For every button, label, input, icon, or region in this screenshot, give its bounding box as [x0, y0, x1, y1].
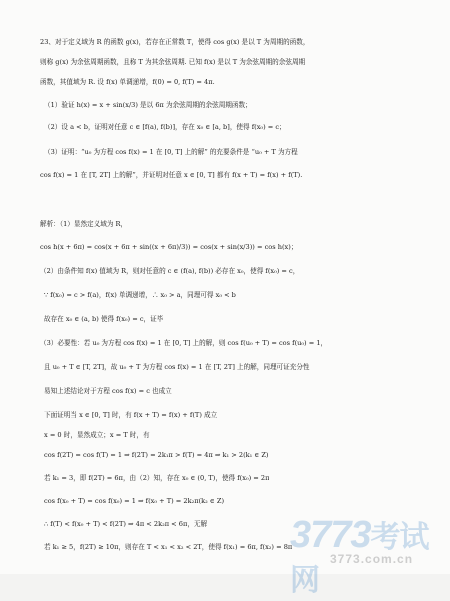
solution-part-2-line-3: 故存在 x₀ ∈ (a, b) 使得 f(x₀) = c，证毕	[44, 315, 164, 323]
solution-part-3-line-4: 下面证明当 x ∈ [0, T] 时，有 f(x + T) = f(x) + f(T) 成立	[44, 411, 218, 419]
watermark-url: 3773.com.cn	[330, 552, 414, 566]
part-1-statement: （1）验证 h(x) = x + sin(x/3) 是以 6π 为余弦周期的余弦周期函数；	[44, 101, 252, 109]
solution-part-3-line-7: 若 k₁ = 3，即 f(2T) = 6π，由（2）知，存在 x₀ ∈ (0, T)，使得 f(x₀) = 2π	[44, 474, 270, 482]
watermark-text: 考试网	[290, 521, 429, 597]
solution-heading: 解析：（1）显然定义域为 R，	[40, 220, 128, 228]
solution-part-2-line-1: （2）由条件知 f(x) 值域为 R，则对任意的 c ∈ (f(a), f(b)) 必存在 x₀，使得 f(x₀) = c，	[40, 267, 300, 275]
part-3-statement-line-2: cos f(x) = 1 在 [T, 2T] 上的解”，并证明对任意 x ∈ [0, T] 都有 f(x + T) = f(x) + f(T).	[40, 171, 303, 179]
watermark-logo	[290, 515, 440, 601]
solution-part-2-line-2: ∵ f(x₀) = c > f(a)，f(x) 单调递增，∴ x₀ > a，同理可得 x₀ < b	[44, 291, 236, 299]
problem-line-3: 函数，其值域为 R. 设 f(x) 单调递增，f(0) = 0, f(T) = 4π.	[40, 78, 215, 86]
solution-part-3-line-9: ∴ f(T) < f(x₀ + T) < f(2T) ⇒ 4π < 2k₂π < 6π，无解	[44, 520, 208, 528]
solution-part-3-line-1: （3）必要性：若 u₀ 为方程 cos f(x) = 1 在 [0, T] 上的解，则 cos f(u₀ + T) = cos f(u₀) = 1，	[40, 339, 328, 347]
problem-line-1: 23、对于定义域为 R 的函数 g(x)，若存在正常数 T，使得 cos g(x) 是以 T 为周期的函数，	[40, 38, 310, 46]
solution-part-3-line-3: 易知上述结论对于方程 cos f(x) = c 也成立	[44, 387, 172, 395]
watermark-number: 3773	[290, 514, 371, 556]
solution-part-3-line-8: cos f(x₀ + T) = cos f(x₀) = 1 ⇒ f(x₀ + T) = 2k₂π(k₂ ∈ Z)	[44, 497, 225, 505]
solution-part-3-line-10: 若 k₁ ≥ 5，f(2T) ≥ 10π，则存在 T < x₁ < x₂ < 2T，使得 f(x₁) = 6π, f(x₂) = 8π	[44, 543, 293, 551]
site-watermark	[290, 514, 440, 597]
solution-part-3-line-6: cos f(2T) = cos f(T) = 1 ⇒ f(2T) = 2k₁π > f(T) = 4π ⇒ k₁ > 2(k₁ ∈ Z)	[44, 451, 269, 459]
part-2-statement: （2）设 a < b，证明对任意 c ∈ [f(a), f(b)]，存在 x₀ ∈ [a, b]，使得 f(x₀) = c；	[44, 123, 286, 131]
part-3-statement-line-1: （3）证明：“u₀ 为方程 cos f(x) = 1 在 [0, T] 上的解” 的充要条件是 “u₀ + T 为方程	[44, 148, 298, 156]
solution-part-3-line-5: x = 0 时，显然成立；x = T 时，有	[44, 431, 150, 439]
solution-line-cos-h: cos h(x + 6π) = cos(x + 6π + sin((x + 6π)/3)) = cos(x + sin(x/3)) = cos h(x)；	[40, 243, 298, 251]
solution-part-3-line-2: 且 u₀ + T ∈ [T, 2T]，故 u₀ + T 为方程 cos f(x) = 1 在 [T, 2T] 上的解，同理可证充分性	[44, 363, 310, 371]
problem-line-2: 则称 g(x) 为余弦周期函数，且称 T 为其余弦周期. 已知 f(x) 是以 T 为余弦周期的余弦周期	[40, 58, 306, 66]
